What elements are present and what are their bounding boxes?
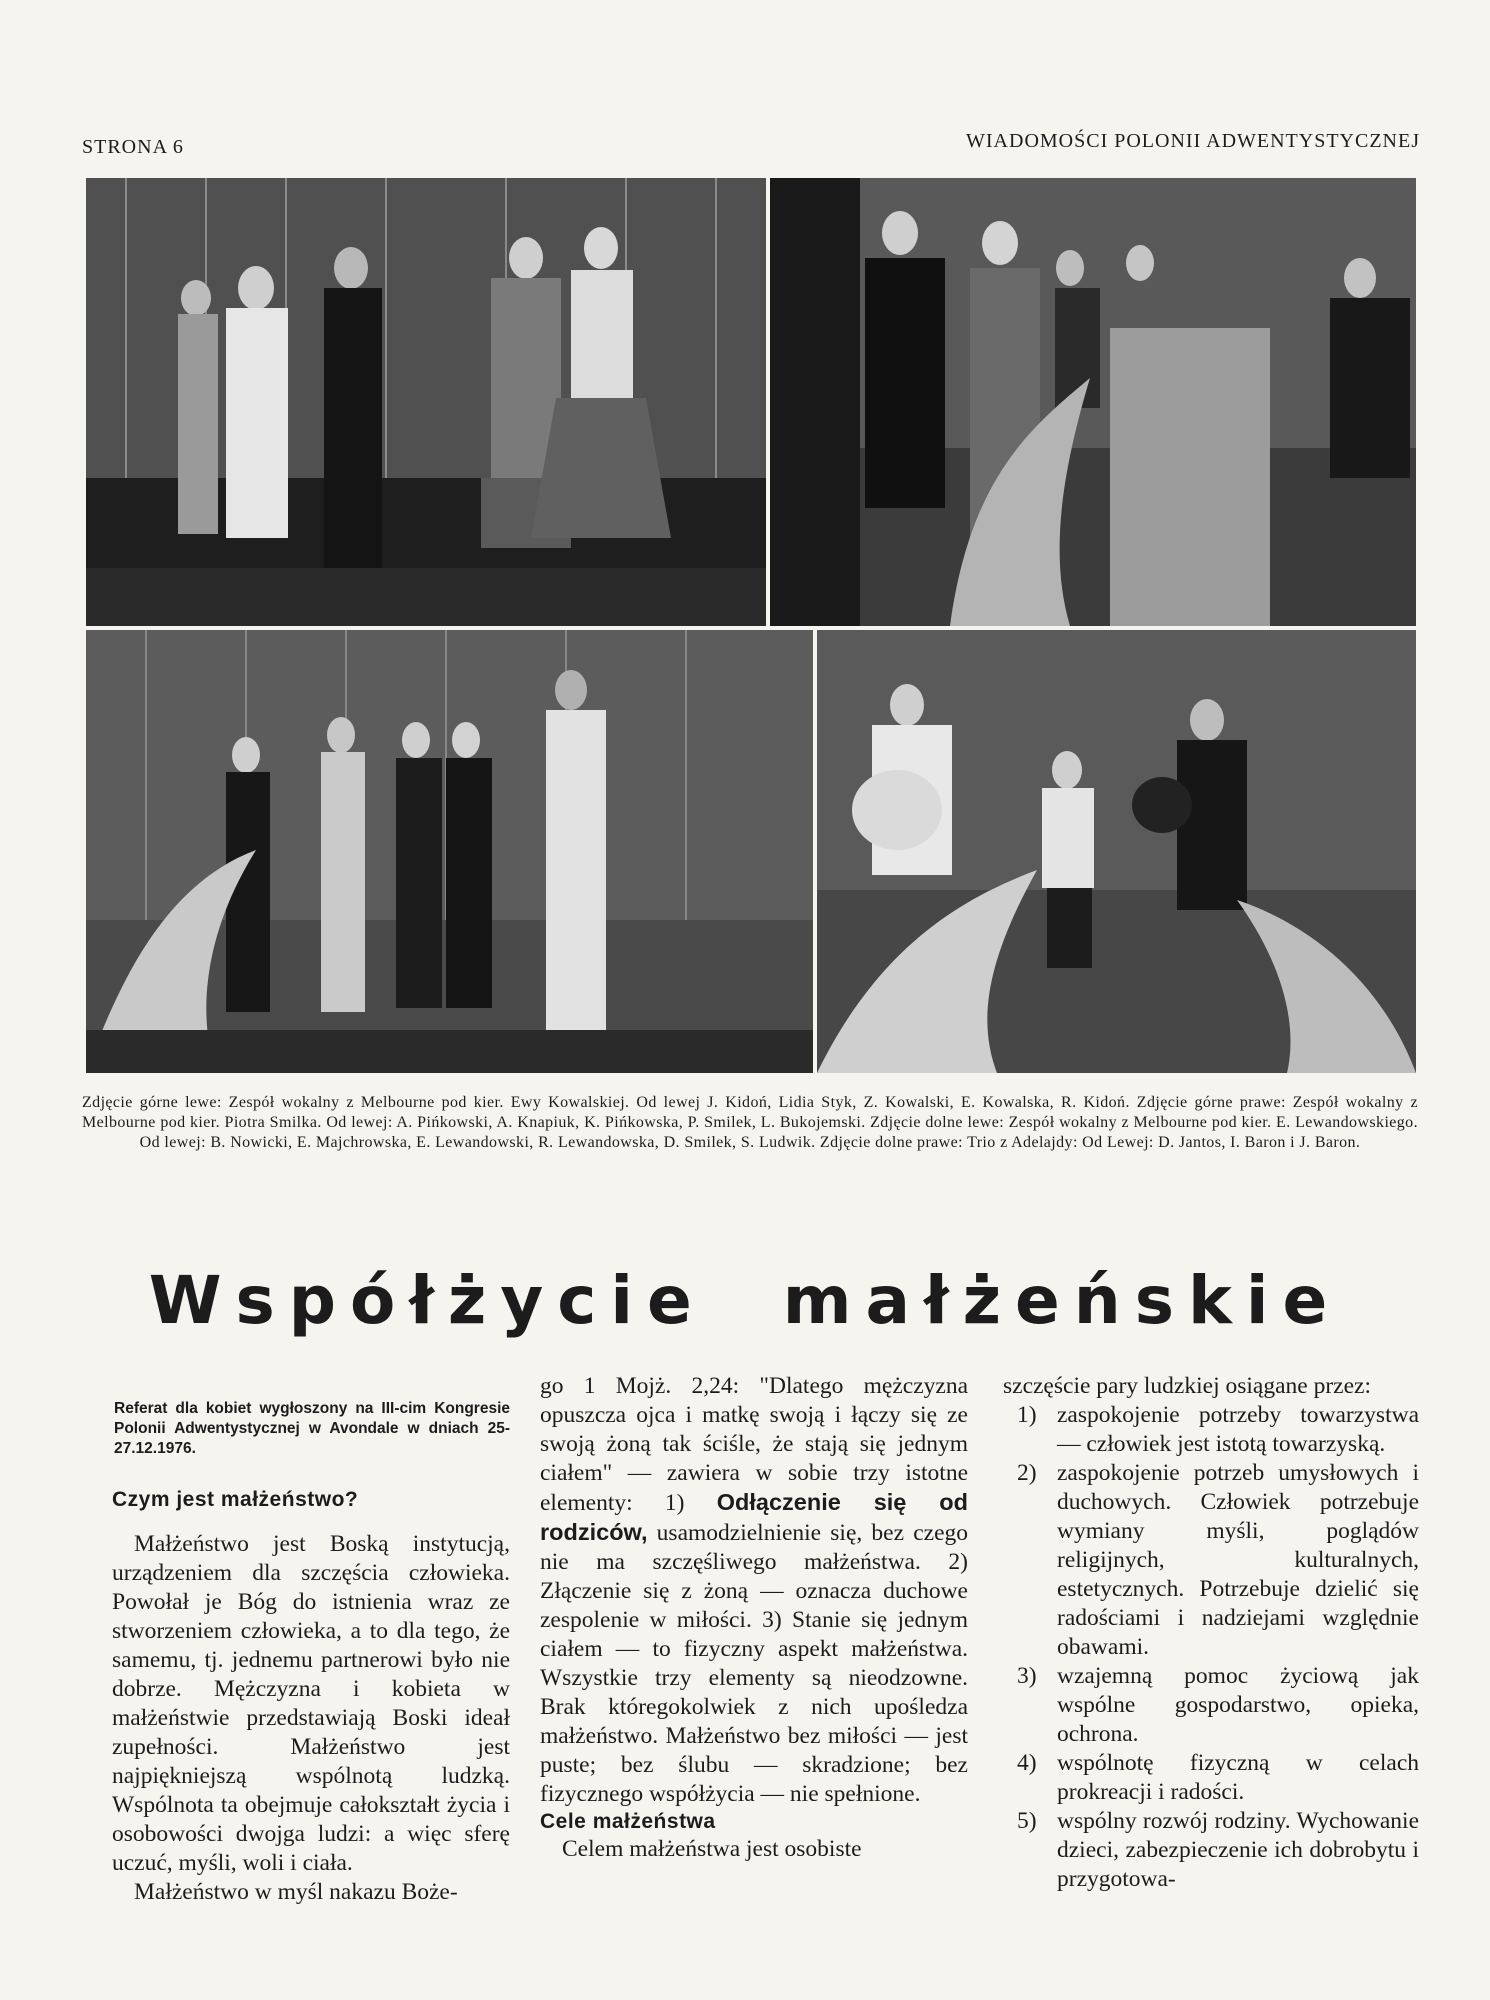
list-item bbox=[1003, 1807, 1419, 1894]
photo-collage bbox=[86, 178, 1416, 1073]
list-item bbox=[1003, 1459, 1419, 1662]
list-number: 2) bbox=[1017, 1460, 1037, 1486]
page-label: STRONA 6 bbox=[82, 136, 184, 158]
article-column-2 bbox=[540, 1372, 968, 1864]
photo-top-left bbox=[86, 178, 766, 626]
article-column-3 bbox=[1003, 1372, 1419, 1894]
publication-title: WIADOMOŚCI POLONII ADWENTYSTYCZNEJ bbox=[966, 130, 1420, 152]
photo-top-right bbox=[770, 178, 1416, 626]
section-heading-goals: Cele małżeństwa bbox=[540, 1810, 716, 1833]
photo-bottom-left bbox=[86, 630, 813, 1073]
list-number: 3) bbox=[1017, 1663, 1037, 1689]
list-item bbox=[1003, 1749, 1419, 1807]
list-text: wzajemną pomoc życiową jak wspólne gospodarstwo, opieka, ochrona. bbox=[1057, 1663, 1419, 1747]
text-run: usamodzielnienie się, bez czego nie ma szczęśliwego małżeństwa. 2) Złączenie się z żoną — oznacza duchowe zespolenie w miłości. 3) Stanie się jednym ciałem — to fizyczny aspekt małżeństwa. Wszystkie trzy elementy są nieodzowne. Brak któregokolwiek z nich upośledza małżeństwo. Małżeństwo bez miłości — jest puste; bez ślubu — skradzione; bez fizycznego współżycia — nie spełnione. bbox=[540, 1520, 968, 1807]
list-item bbox=[1003, 1662, 1419, 1749]
paragraph: szczęście pary ludzkiej osiągane przez: bbox=[1003, 1373, 1371, 1399]
paragraph: Małżeństwo w myśl nakazu Boże- bbox=[134, 1879, 458, 1905]
photo-bottom-right bbox=[817, 630, 1416, 1073]
section-heading-what-is-marriage: Czym jest małżeństwo? bbox=[112, 1488, 359, 1511]
list-text: zaspokojenie potrzeb umysłowych i duchowych. Człowiek potrzebuje wymiany myśli, poglądów religijnych, kulturalnych, estetycznych. Potrzebuje dzielić się radościami i nadziejami względnie obawami. bbox=[1057, 1460, 1419, 1660]
emphasis-text: Odłączenie się od rodziców, bbox=[540, 1489, 968, 1545]
paragraph: Małżeństwo jest Boską instytucją, urządzeniem dla szczęścia człowieka. Powołał je Bóg do istnienia wraz ze stworzeniem człowieka, a to dla tego, że samemu, tj. jednemu partnerowi było nie dobrze. Mężczyzna i kobieta w małżeństwie przedstawiają Boski ideał zupełności. Małżeństwo jest najpiękniejszą wspólnotą ludzką. Wspólnota ta obejmuje całokształt życia i osobowości dwojga ludzi: a więc sferę uczuć, myśli, woli i ciała. bbox=[112, 1531, 510, 1876]
goals-list bbox=[1003, 1401, 1419, 1894]
list-number: 1) bbox=[1017, 1402, 1037, 1428]
list-number: 4) bbox=[1017, 1750, 1037, 1776]
list-text: wspólny rozwój rodziny. Wychowanie dzieci, zabezpieczenie ich dobrobytu i przygotowa- bbox=[1057, 1808, 1419, 1892]
list-text: wspólnotę fizyczną w celach prokreacji i radości. bbox=[1057, 1750, 1419, 1805]
list-text: zaspokojenie potrzeby towarzystwa — człowiek jest istotą towarzyską. bbox=[1057, 1402, 1419, 1457]
article-intro: Referat dla kobiet wygłoszony na III-cim Kongresie Polonii Adwentystycznej w Avondale w dniach 25-27.12.1976. bbox=[114, 1400, 510, 1457]
list-number: 5) bbox=[1017, 1808, 1037, 1834]
article-title: Współżycie małżeńskie bbox=[148, 1262, 1342, 1339]
list-item bbox=[1003, 1401, 1419, 1459]
paragraph: Celem małżeństwa jest osobiste bbox=[562, 1836, 862, 1862]
paragraph bbox=[540, 1372, 968, 1809]
text-run: go 1 Mojż. 2,24: "Dlatego mężczyzna opuszcza ojca i matkę swoją i łączy się ze swoją żoną tak ściśle, że stają się jednym ciałem" — zawiera w sobie trzy istotne elementy: 1) bbox=[540, 1373, 968, 1516]
article-column-1 bbox=[112, 1372, 510, 1907]
photo-caption: Zdjęcie górne lewe: Zespół wokalny z Melbourne pod kier. Ewy Kowalskiej. Od lewej J. Kidoń, Lidia Styk, Z. Kowalski, E. Kowalska, R. Kidoń. Zdjęcie górne prawe: Zespół wokalny z Melbourne pod kier. Piotra Smilka. Od lewej: A. Pińkowski, A. Knapiuk, K. Pińkowska, P. Smilek, L. Bukojemski. Zdjęcie dolne lewe: Zespół wokalny z Melbourne pod kier. E. Lewandowskiego. Od lewej: B. Nowicki, E. Majchrowska, E. Lewandowski, R. Lewandowska, D. Smilek, S. Ludwik. Zdjęcie dolne prawe: Trio z Adelajdy: Od Lewej: D. Jantos, I. Baron i J. Baron. bbox=[82, 1094, 1418, 1151]
